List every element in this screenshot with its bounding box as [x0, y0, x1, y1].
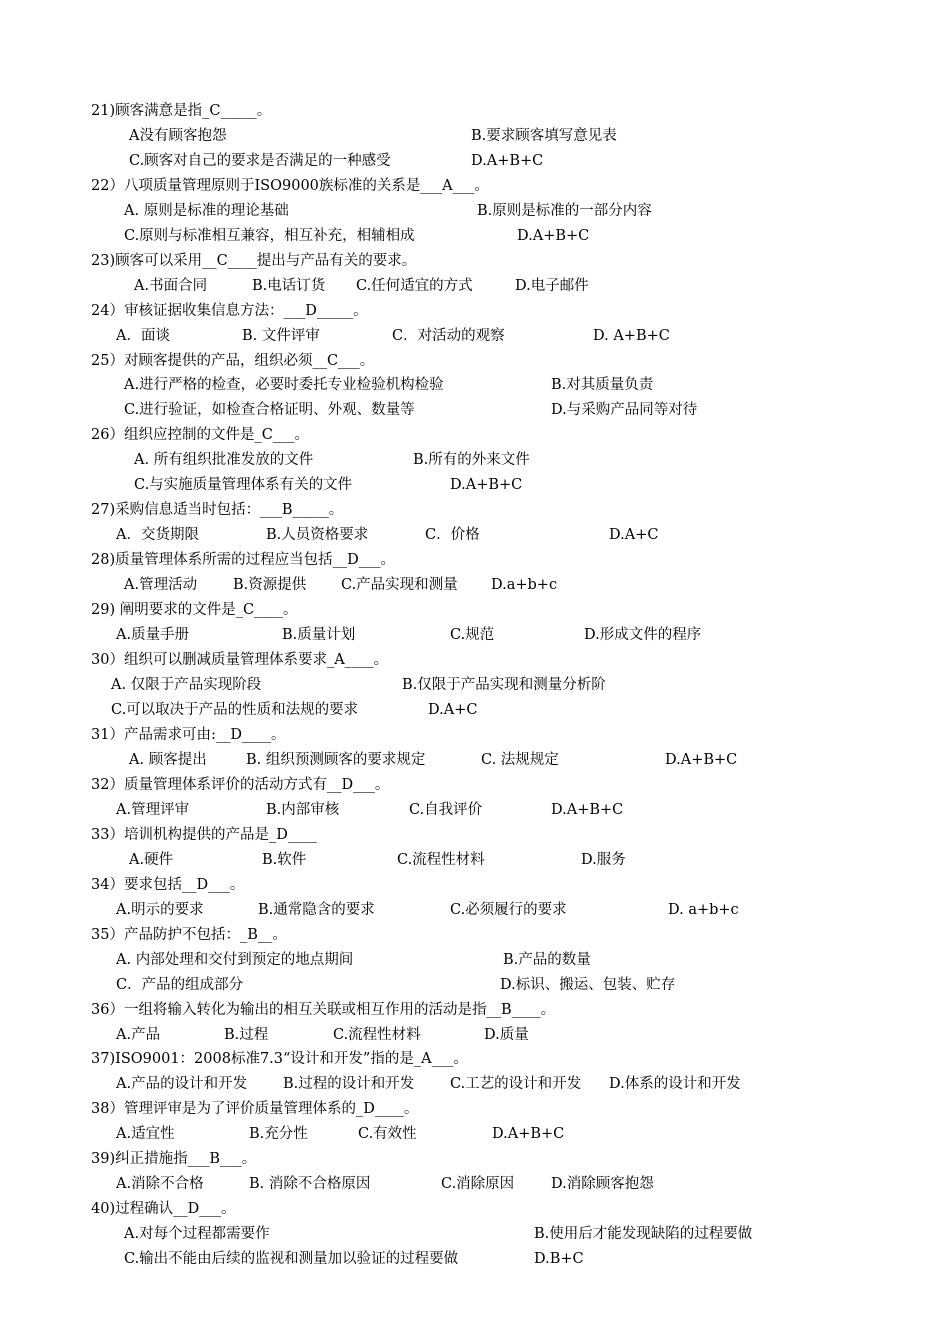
option-a: A.产品的设计和开发 — [116, 1076, 248, 1092]
option-b: B.质量计划 — [282, 627, 356, 643]
option-a: A.质量手册 — [116, 627, 190, 643]
option-a: A. 顾客提出 — [129, 752, 207, 768]
question-24: 24）审核证据收集信息方法：___D_____。 — [91, 303, 368, 319]
option-b: B.原则是标准的一部分内容 — [477, 203, 652, 219]
option-a: A.管理活动 — [124, 577, 198, 593]
option-c: C.必须履行的要求 — [450, 902, 567, 918]
option-d: D.质量 — [484, 1027, 529, 1043]
option-c: C．对活动的观察 — [392, 328, 505, 344]
question-36: 36）一组将输入转化为输出的相互关联或相互作用的活动是指__B____。 — [91, 1002, 556, 1018]
option-a: A．交货期限 — [116, 527, 199, 543]
option-d: D.体系的设计和开发 — [609, 1076, 741, 1092]
option-c: C.流程性材料 — [397, 852, 485, 868]
option-b: B.要求顾客填写意见表 — [471, 128, 617, 144]
option-d: D. a+b+c — [668, 902, 739, 918]
option-c: C.自我评价 — [409, 802, 483, 818]
option-a: A.产品 — [116, 1027, 161, 1043]
option-c: C.顾客对自己的要求是否满足的一种感受 — [129, 153, 391, 169]
option-c: C.输出不能由后续的监视和测量加以验证的过程要做 — [124, 1251, 459, 1267]
option-d: D.B+C — [534, 1251, 584, 1267]
option-d: D.A+B+C — [551, 802, 624, 818]
option-c: C.原则与标准相互兼容，相互补充，相辅相成 — [124, 228, 415, 244]
question-21: 21)顾客满意是指_C_____。 — [91, 103, 272, 119]
question-30: 30）组织可以删减质量管理体系要求_A____。 — [91, 652, 389, 668]
option-c: C.规范 — [450, 627, 495, 643]
option-c: C.工艺的设计和开发 — [450, 1076, 582, 1092]
option-b: B.使用后才能发现缺陷的过程要做 — [534, 1226, 753, 1242]
option-c: C．产品的组成部分 — [116, 977, 244, 993]
option-d: D.A+B+C — [492, 1126, 565, 1142]
question-27: 27)采购信息适当时包括：___B_____。 — [91, 502, 344, 518]
option-b: B.过程的设计和开发 — [283, 1076, 415, 1092]
option-c: C.可以取决于产品的性质和法规的要求 — [111, 702, 359, 718]
option-c: C.产品实现和测量 — [341, 577, 458, 593]
option-b: B.内部审核 — [266, 802, 340, 818]
question-28: 28)质量管理体系所需的过程应当包括__D___。 — [91, 552, 395, 568]
question-23: 23)顾客可以采用__C____提出与产品有关的要求。 — [91, 253, 417, 269]
option-b: B.所有的外来文件 — [413, 452, 530, 468]
option-a: A.对每个过程都需要作 — [124, 1226, 270, 1242]
option-b: B.软件 — [262, 852, 307, 868]
option-d: D.A+B+C — [665, 752, 738, 768]
option-c: C. 法规规定 — [481, 752, 559, 768]
question-29: 29) 阐明要求的文件是_C____。 — [91, 602, 298, 618]
question-25: 25）对顾客提供的产品，组织必须__C___。 — [91, 353, 375, 369]
option-b: B.产品的数量 — [503, 952, 591, 968]
option-d: D.A+B+C — [471, 153, 544, 169]
option-c: C.任何适宜的方式 — [356, 278, 473, 294]
option-a: A.明示的要求 — [116, 902, 204, 918]
option-d: D.A+C — [609, 527, 659, 543]
question-22: 22）八项质量管理原则于ISO9000族标准的关系是___A___。 — [91, 178, 489, 194]
option-d: D.a+b+c — [491, 577, 558, 593]
option-b: B.通常隐含的要求 — [258, 902, 375, 918]
question-34: 34）要求包括__D___。 — [91, 877, 245, 893]
option-a: A. 内部处理和交付到预定的地点期间 — [116, 952, 354, 968]
question-39: 39)纠正措施指___B___。 — [91, 1151, 257, 1167]
option-a: A.进行严格的检查，必要时委托专业检验机构检验 — [124, 377, 444, 393]
option-a: A.管理评审 — [116, 802, 190, 818]
option-d: D.A+B+C — [450, 477, 523, 493]
question-32: 32）质量管理体系评价的活动方式有__D___。 — [91, 777, 390, 793]
option-b: B.人员资格要求 — [266, 527, 369, 543]
option-d: D.与采购产品同等对待 — [551, 402, 698, 418]
option-a: A．面谈 — [116, 328, 170, 344]
question-38: 38）管理评审是为了评价质量管理体系的_D____。 — [91, 1101, 419, 1117]
question-37: 37)ISO9001：2008标准7.3“设计和开发”指的是_A___。 — [91, 1051, 468, 1067]
option-a: A. 仅限于产品实现阶段 — [111, 677, 262, 693]
option-d: D.A+B+C — [517, 228, 590, 244]
question-26: 26）组织应控制的文件是_C___。 — [91, 427, 310, 443]
option-c: C．价格 — [425, 527, 480, 543]
option-c: C.消除原因 — [441, 1176, 515, 1192]
option-a: A没有顾客抱怨 — [129, 128, 227, 144]
option-c: C.进行验证，如检查合格证明、外观、数量等 — [124, 402, 415, 418]
option-b: B.仅限于产品实现和测量分析阶 — [402, 677, 606, 693]
option-c: C.流程性材料 — [333, 1027, 421, 1043]
option-c: C.与实施质量管理体系有关的文件 — [134, 477, 353, 493]
option-b: B. 文件评审 — [242, 328, 320, 344]
option-b: B.充分性 — [249, 1126, 308, 1142]
option-d: D.消除顾客抱怨 — [551, 1176, 654, 1192]
option-b: B.过程 — [224, 1027, 269, 1043]
option-d: D.形成文件的程序 — [584, 627, 702, 643]
option-a: A. 所有组织批准发放的文件 — [134, 452, 314, 468]
option-b: B.电话订货 — [252, 278, 326, 294]
option-d: D.电子邮件 — [515, 278, 589, 294]
question-35: 35）产品防护不包括：_B__。 — [91, 927, 287, 943]
option-a: A.硬件 — [129, 852, 174, 868]
option-c: C.有效性 — [358, 1126, 417, 1142]
question-33: 33）培训机构提供的产品是_D____ — [91, 827, 317, 843]
option-b: B.对其质量负责 — [551, 377, 654, 393]
option-a: A.消除不合格 — [116, 1176, 204, 1192]
option-b: B.资源提供 — [233, 577, 307, 593]
question-31: 31）产品需求可由:__D____。 — [91, 727, 286, 743]
option-a: A.书面合同 — [134, 278, 208, 294]
option-a: A.适宜性 — [116, 1126, 175, 1142]
option-b: B. 组织预测顾客的要求规定 — [246, 752, 426, 768]
question-40: 40)过程确认__D___。 — [91, 1201, 236, 1217]
option-d: D.A+C — [428, 702, 478, 718]
option-a: A. 原则是标准的理论基础 — [124, 203, 289, 219]
option-d: D.服务 — [581, 852, 626, 868]
option-b: B. 消除不合格原因 — [249, 1176, 371, 1192]
option-d: D. A+B+C — [593, 328, 670, 344]
option-d: D.标识、搬运、包装、贮存 — [500, 977, 676, 993]
